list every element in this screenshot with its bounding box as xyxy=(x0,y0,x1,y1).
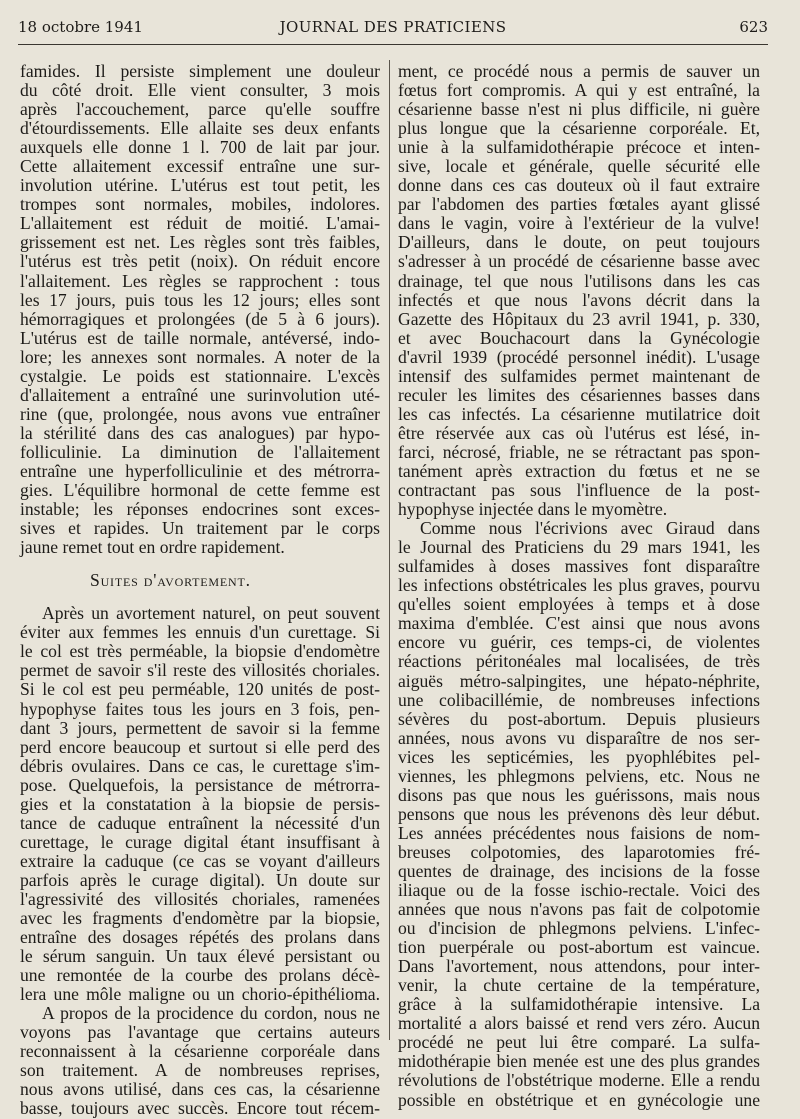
text-line: l'utérus est très petit (noix). On réduit encore xyxy=(20,251,380,272)
text-line: reconnaissent à la césarienne corporéale dans xyxy=(20,1041,380,1062)
text-line: par l'abdomen des parties fœtales ayant glissé xyxy=(398,194,760,215)
text-line: fœtus fort compromis. A qui y est entraîné, la xyxy=(398,80,760,101)
text-line: Cette allaitement excessif entraîne une sur- xyxy=(20,156,380,177)
page-header xyxy=(18,18,768,38)
text-line: l'allaitement. Les règles se rapprochent : tous xyxy=(20,270,380,291)
text-line: grâce à la sulfamidothérapie intensive. La xyxy=(398,994,760,1015)
text-line: venir, la chute certaine de la température, xyxy=(398,975,760,996)
text-line: Dans l'avortement, nous attendons, pour inter- xyxy=(398,956,760,977)
text-line: infectés et que nous l'avons décrit dans la xyxy=(398,289,760,310)
text-line: Après un avortement naturel, on peut souvent xyxy=(42,603,380,624)
text-line: rine (que, prolongée, nous avons vue entraîner xyxy=(20,403,380,424)
text-line: nous avons utilisé, dans ces cas, la césarienne xyxy=(20,1079,380,1100)
text-line: tanément après extraction du fœtus et ne se xyxy=(398,460,760,481)
text-line: hypophyse faites tous les jours en 3 fois, pen- xyxy=(20,698,380,719)
text-line: perd encore beaucoup et surtout si elle perd des xyxy=(20,736,380,757)
text-line: viennes, les phlegmons pelviens, etc. Nous ne xyxy=(398,765,760,786)
text-line: Comme nous l'écrivions avec Giraud dans xyxy=(420,518,760,539)
text-line: l'agressivité des villosités choriales, ramenées xyxy=(20,888,380,909)
text-line: hémorragiques et prolongées (de 5 à 6 jours). xyxy=(20,308,380,329)
text-line: la stérilité dans des cas analogues) par hypo- xyxy=(20,422,380,443)
text-line: d'allaitement a entraîné une surinvolution uté- xyxy=(20,384,380,405)
text-line: sulfamides à doses massives font disparaître xyxy=(398,556,760,577)
text-line: encore vu guérir, ces temps-ci, de violentes xyxy=(398,632,760,653)
text-line: famides. Il persiste simplement une douleur xyxy=(20,61,380,81)
text-line: permet de savoir s'il reste des villosités choriales. xyxy=(20,660,380,681)
text-line: qu'elles soient employées à temps et à dose xyxy=(398,594,760,615)
text-line: dant 3 jours, permettent de savoir si la femme xyxy=(20,717,380,738)
text-line: et avec Bouchacourt dans la Gynécologie xyxy=(398,327,760,348)
text-line: les 17 jours, puis tous les 12 jours; elles sont xyxy=(20,289,380,310)
text-line: midothérapie bien menée est une des plus grandes xyxy=(398,1051,760,1072)
text-line: les infections obstétricales les plus graves, pourvu xyxy=(398,575,760,596)
text-line: possible en obstétrique et en gynécologie une xyxy=(398,1089,760,1110)
text-line: quentes de drainage, des incisions de la fosse xyxy=(398,860,760,881)
text-line: cystalgie. Le poids est stationnaire. L'excès xyxy=(20,365,380,386)
paragraph-gap xyxy=(20,557,380,571)
text-line: aiguës métro-salpingites, une hépato-néphrite, xyxy=(398,670,760,691)
text-line: tion puerpérale ou post-abortum est vaincue. xyxy=(398,937,760,958)
text-line: Les années précédentes nous faisions de nom- xyxy=(398,822,760,843)
text-line: entraîne une hyperfolliculinie et des métrorra- xyxy=(20,460,380,481)
text-line: sives et rapides. Un traitement par le corps xyxy=(20,518,380,539)
issue-date: 18 octobre 1941 xyxy=(18,18,143,36)
text-line: césarienne basse n'est ni plus difficile, ni guère xyxy=(398,99,760,120)
text-line: les cas infectés. La césarienne mutilatrice doit xyxy=(398,403,760,424)
left-column xyxy=(20,62,380,1119)
section-heading: Suites d'avortement. xyxy=(90,570,251,591)
text-line: tance de caduque entraînent la nécessité d'un xyxy=(20,812,380,833)
text-line: folliculinie. La diminution de l'allaitement xyxy=(20,441,380,462)
text-line: pose. Quelquefois, la persistance de métrorra- xyxy=(20,774,380,795)
text-line: le sérum sanguin. Un taux élevé persistant ou xyxy=(20,946,380,967)
text-line: gies et la constatation à la biopsie de persis- xyxy=(20,793,380,814)
text-line: du côté droit. Elle vient consulter, 3 mois xyxy=(20,80,380,101)
text-line: d'avril 1939 (procédé personnel inédit). L'usage xyxy=(398,346,760,367)
text-line: le Journal des Praticiens du 29 mars 1941, les xyxy=(398,537,760,558)
text-line: années que nous n'avons pas fait de colpotomie xyxy=(398,899,760,920)
text-line: curettage, le curage digital étant insuffisant à xyxy=(20,831,380,852)
text-line: hypophyse injectée dans le myomètre. xyxy=(398,499,668,520)
text-line: donne dans ces cas douteux où il faut extraire xyxy=(398,175,760,196)
text-line: Si le col est peu perméable, 120 unités de post- xyxy=(20,679,380,700)
text-line: plus longue que la césarienne corporéale. Et, xyxy=(398,118,760,139)
text-line: jaune remet tout en ordre rapidement. xyxy=(20,537,285,558)
text-line: mortalité a alors baissé et rend vers zéro. Aucun xyxy=(398,1013,760,1034)
text-line: D'ailleurs, dans le doute, on peut toujours xyxy=(398,232,760,253)
text-line: son traitement. A de nombreuses reprises, xyxy=(20,1060,380,1081)
right-column xyxy=(398,62,760,1110)
text-line: débris ovulaires. Dans ce cas, le curettage s'im- xyxy=(20,755,380,776)
text-line: entraîne des dosages répétés des prolans dans xyxy=(20,927,380,948)
header-rule xyxy=(18,44,768,45)
text-line: breuses colpotomies, des laparotomies fré- xyxy=(398,841,760,862)
text-line: ou d'incision de phlegmons pelviens. L'infec- xyxy=(398,918,760,939)
text-line: éviter aux femmes les ennuis d'un curettage. Si xyxy=(20,622,380,643)
text-line: unie à la sulfamidothérapie précoce et inten- xyxy=(398,137,760,158)
text-line: pensons que nous les prévenons dès leur début. xyxy=(398,803,760,824)
text-line: L'utérus est de taille normale, antéversé, indo- xyxy=(20,327,380,348)
text-line: instable; les réponses endocrines sont exces- xyxy=(20,499,380,520)
text-line: intensif des sulfamides permet maintenant de xyxy=(398,365,760,386)
text-line: ment, ce procédé nous a permis de sauver un xyxy=(398,61,760,81)
column-divider xyxy=(389,60,390,1040)
text-line: iliaque ou de la fosse ischio-rectale. Voici des xyxy=(398,880,760,901)
text-line: après l'accouchement, parce qu'elle souffre xyxy=(20,99,380,120)
text-line: L'allaitement est réduit de moitié. L'amai- xyxy=(20,213,380,234)
text-line: drainage, tel que nous l'utilisons dans les cas xyxy=(398,270,760,291)
text-line: Gazette des Hôpitaux du 23 avril 1941, p. 330, xyxy=(398,308,760,329)
text-line: réactions péritonéales mal localisées, de très xyxy=(398,651,760,672)
text-line: une remontée de la courbe des prolans décè- xyxy=(20,965,380,986)
text-line: basse, toujours avec succès. Encore tout récem- xyxy=(20,1098,380,1119)
text-line: extraire la caduque (ce cas se voyant d'ailleurs xyxy=(20,850,380,871)
journal-title: JOURNAL DES PRATICIENS xyxy=(279,18,507,36)
text-line: gies. L'équilibre hormonal de cette femme est xyxy=(20,480,380,501)
text-line: lera une môle maligne ou un chorio-épithélioma. xyxy=(20,984,380,1005)
text-line: le col est très perméable, la biopsie d'endomètre xyxy=(20,641,380,662)
text-line: s'adresser à un procédé de césarienne basse avec xyxy=(398,251,760,272)
text-line: procédé ne peut lui être comparé. La sulfa- xyxy=(398,1032,760,1053)
text-line: lore; les annexes sont normales. A noter de la xyxy=(20,346,380,367)
text-line: dans le vagin, voire à l'extérieur de la vulve! xyxy=(398,213,760,234)
text-line: avec les fragments d'endomètre par la biopsie, xyxy=(20,908,380,929)
text-line: révolutions de l'obstétrique moderne. Elle a rendu xyxy=(398,1070,760,1091)
text-line: années, nous avons vu disparaître de nos ser- xyxy=(398,727,760,748)
text-line: maxima d'emblée. C'est ainsi que nous avons xyxy=(398,613,760,634)
text-line: voyons pas l'avantage que certains auteurs xyxy=(20,1022,380,1043)
text-line: involution utérine. L'utérus est tout petit, les xyxy=(20,175,380,196)
paragraph-gap xyxy=(20,590,380,604)
text-line: grissement est net. Les règles sont très faibles, xyxy=(20,232,380,253)
text-line: farci, nécrosé, friable, ne se rétractant pas spon- xyxy=(398,441,760,462)
text-line: contractant pas sous l'influence de la post- xyxy=(398,480,760,501)
text-line: auxquels elle donne 1 l. 700 de lait par jour. xyxy=(20,137,380,158)
text-line: disons pas que nous les guérissons, mais nous xyxy=(398,784,760,805)
text-line: être réservée aux cas où l'utérus est lésé, in- xyxy=(398,422,760,443)
text-line: parfois après le curage digital). Un doute sur xyxy=(20,869,380,890)
page-number: 623 xyxy=(739,18,768,36)
text-line: trompes sont normales, mobiles, indolores. xyxy=(20,194,380,215)
text-line: reculer les limites des césariennes basses dans xyxy=(398,384,760,405)
text-line: une colibacillémie, de nombreuses infections xyxy=(398,689,760,710)
text-line: A propos de la procidence du cordon, nous ne xyxy=(42,1003,380,1024)
text-line: vices les septicémies, les pyophlébites pel- xyxy=(398,746,760,767)
text-line: sive, locale et générale, quelle sécurité elle xyxy=(398,156,760,177)
text-line: sévères du post-abortum. Depuis plusieurs xyxy=(398,708,760,729)
text-line: d'étourdissements. Elle allaite ses deux enfants xyxy=(20,118,380,139)
